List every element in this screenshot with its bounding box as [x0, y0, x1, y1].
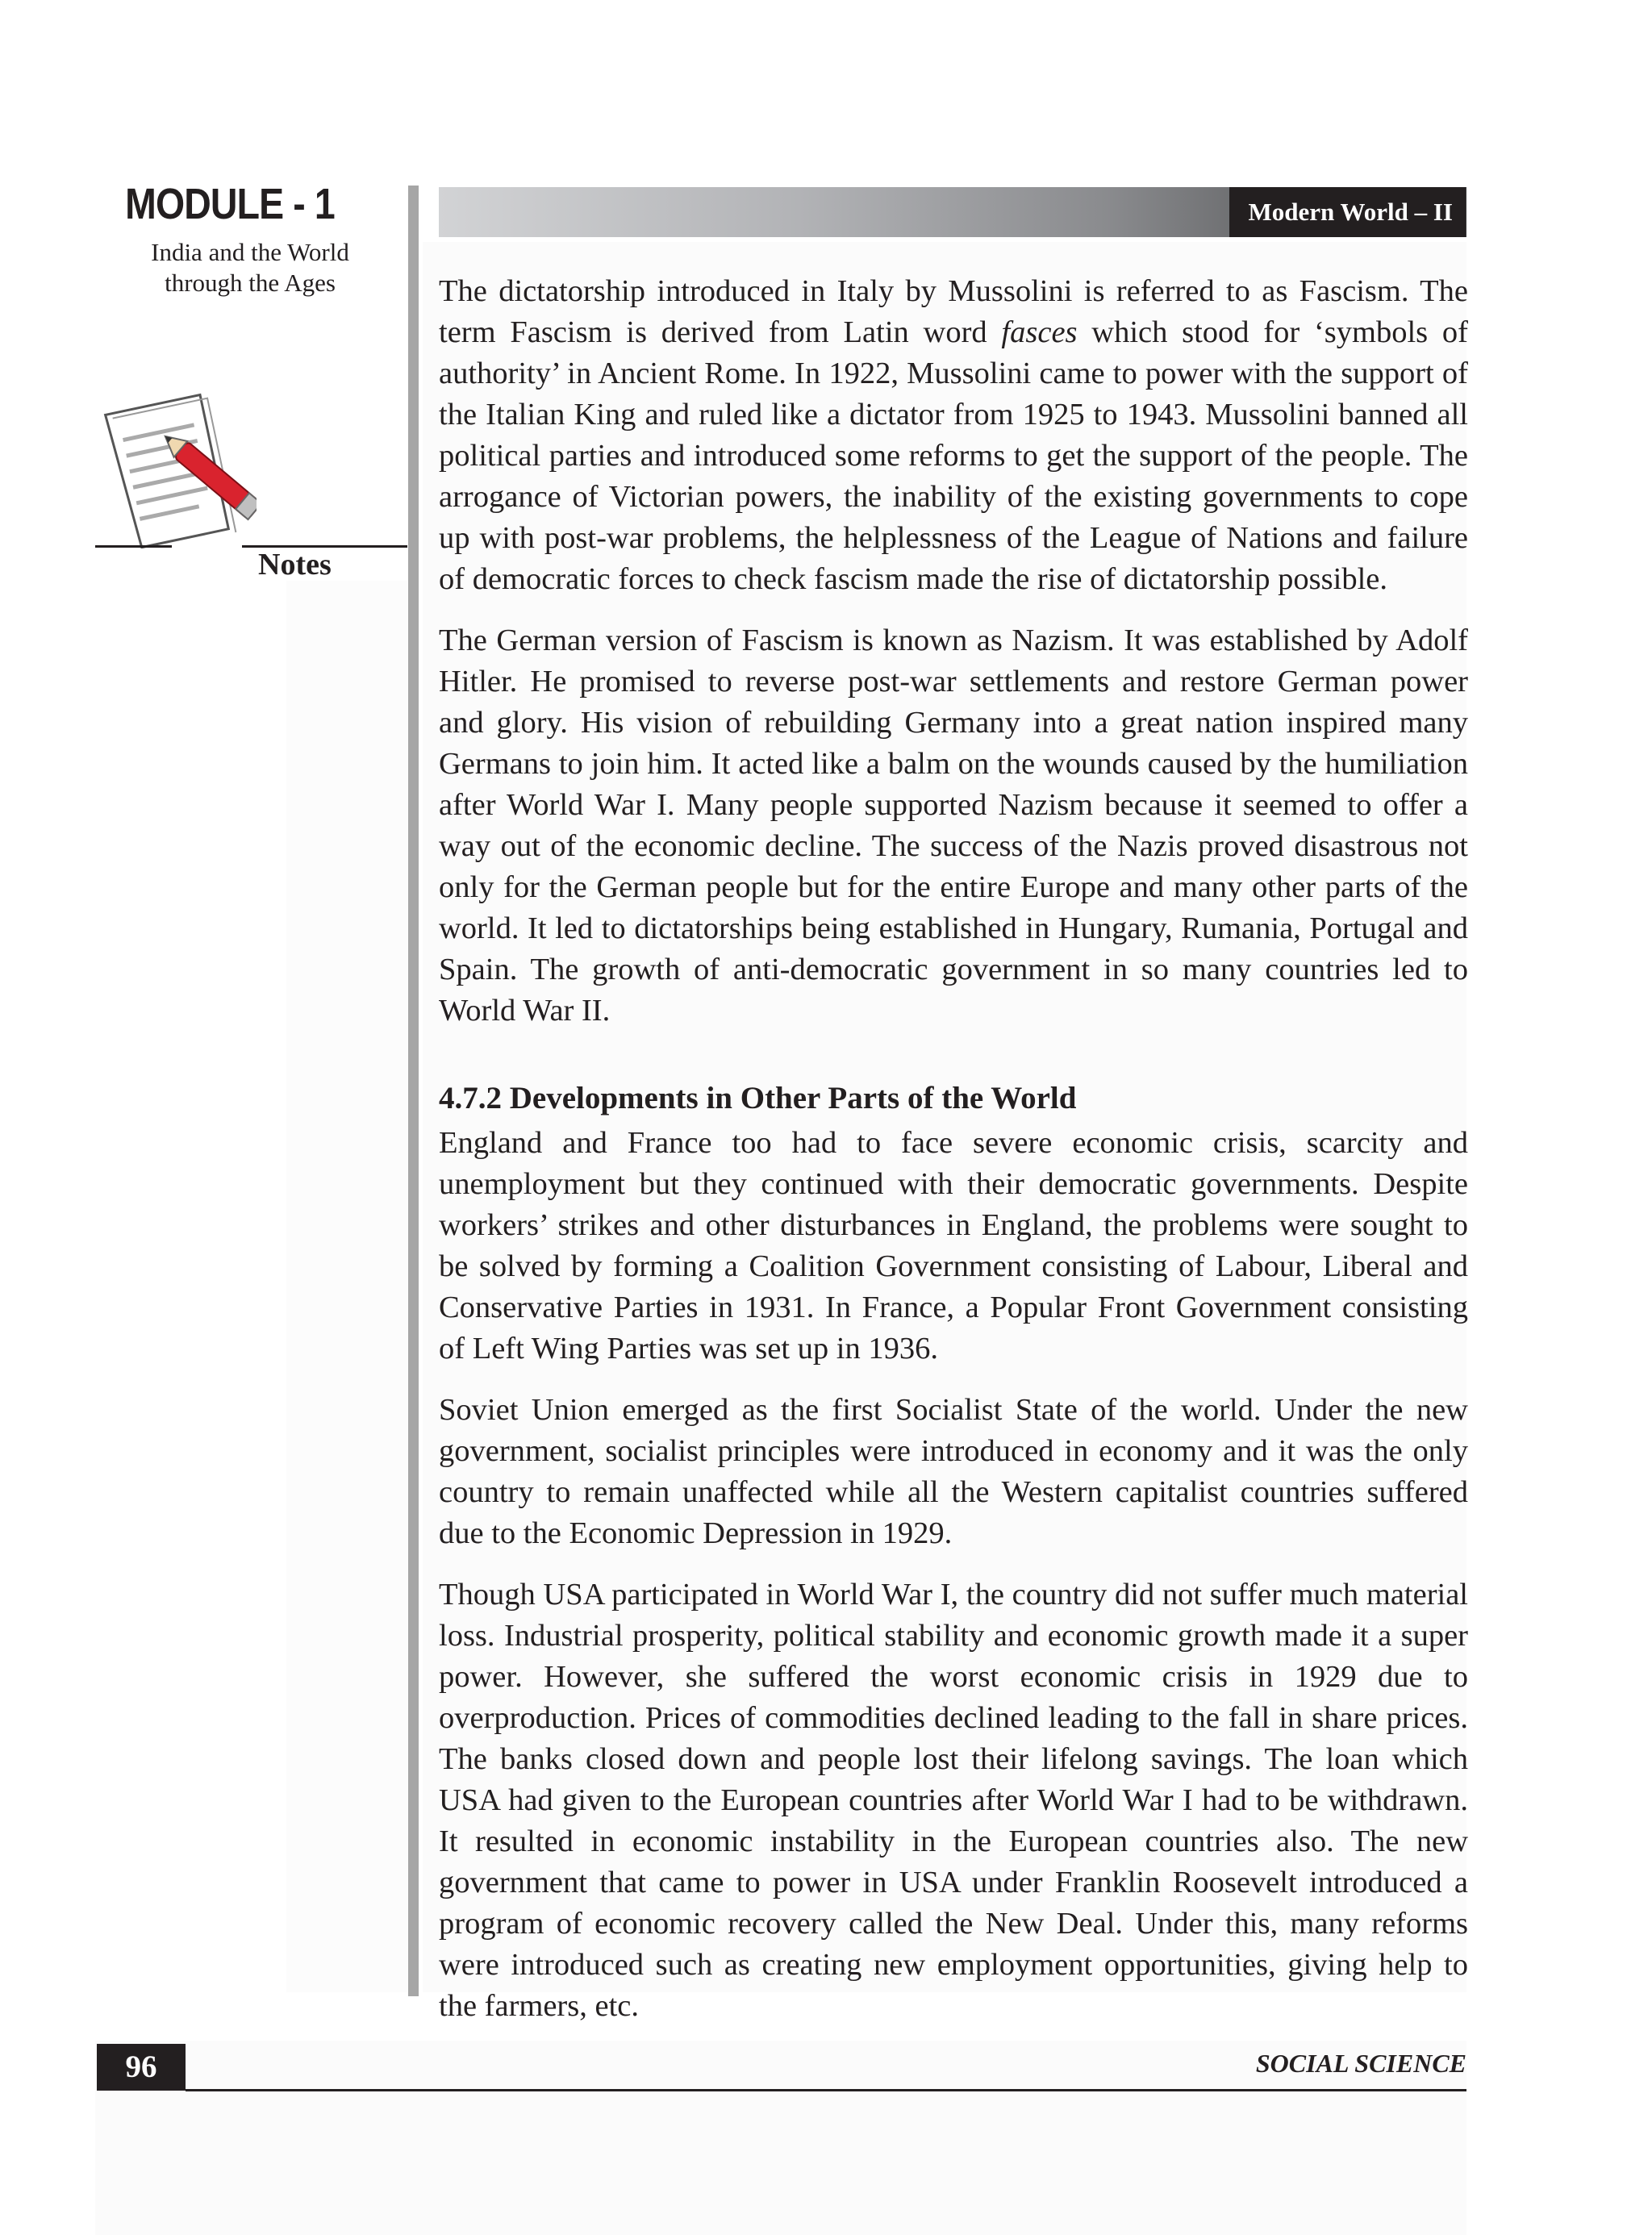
margin-divider-bar: [408, 186, 419, 1996]
main-content: [439, 271, 1468, 2047]
paragraph-fascism-text-b: which stood for ‘symbols of authority’ in Ancient Rome. In 1922, Mussolini came to power with the support of the Italian King and ruled like a dictator from 1925 to 1943. Mussolini banned all political parties and introduced some reforms to get the support of the people. The arrogance of Victorian powers, the inability of the existing governments to cope up with post-war problems, the helplessness of the League of Nations and failure of democratic forces to check fascism made the rise of dictatorship possible.: [439, 315, 1468, 596]
paragraph-fascism-text-a: The dictatorship introduced in Italy by Mussolini is referred to as Fascism. The term Fascism is derived from Latin word: [439, 274, 1468, 349]
footer-rule: [186, 2089, 1466, 2091]
chapter-header-bar: [439, 187, 1466, 237]
paragraph-soviet-union: Soviet Union emerged as the first Socialist State of the world. Under the new government, socialist principles were introduced in economy and it was the only country to remain unaffected while all the Western capitalist countries suffered due to the Economic Depression in 1929.: [439, 1393, 1468, 1550]
chapter-title: Modern World – II: [1229, 187, 1466, 237]
module-subtitle: [121, 237, 379, 298]
footer-subject: SOCIAL SCIENCE: [1255, 2049, 1466, 2078]
sidebar-background: [286, 581, 407, 1992]
module-subtitle-line1: India and the World: [151, 238, 349, 266]
notes-label: Notes: [258, 548, 332, 582]
paragraph-nazism: The German version of Fascism is known as Nazism. It was established by Adolf Hitler. He promised to reverse post-war settlements and restore German power and glory. His vision of rebuilding Germany into a great nation inspired many Germans to join him. It acted like a balm on the wounds caused by the humiliation after World War I. Many people supported Nazism because it seemed to offer a way out of the economic decline. The success of the Nazis proved disastrous not only for the German people but for the entire Europe and many other parts of the world. It led to dictatorships being established in Hungary, Rumania, Portugal and Spain. The growth of anti-democratic government in so many countries led to World War II.: [439, 623, 1468, 1028]
fasces-term: fasces: [1001, 315, 1078, 349]
notes-pencil-icon: [95, 387, 257, 548]
module-subtitle-line2: through the Ages: [165, 269, 336, 297]
module-title: MODULE - 1: [125, 180, 335, 228]
page-number: 96: [97, 2044, 186, 2091]
paragraph-fascism: [439, 271, 1468, 600]
paragraph-usa: Though USA participated in World War I, the country did not suffer much material loss. Industrial prosperity, political stability and economic growth made it a super power. However, she suffered the worst economic crisis in 1929 due to overproduction. Prices of commodities declined leading to the fall in share prices. The banks closed down and people lost their lifelong savings. The loan which USA had given to the European countries after World War I had to be withdrawn. It resulted in economic instability in the European countries also. The new government that came to power in USA under Franklin Roosevelt introduced a program of economic recovery called the New Deal. Under this, many reforms were introduced such as creating new employment opportunities, giving help to the farmers, etc.: [439, 1578, 1468, 2023]
paragraph-england-france: England and France too had to face severe economic crisis, scarcity and unemployment but they continued with their democratic governments. Despite workers’ strikes and other disturbances in England, the problems were sought to be solved by forming a Coalition Government consisting of Labour, Liberal and Conservative Parties in 1931. In France, a Popular Front Government consisting of Left Wing Parties was set up in 1936.: [439, 1126, 1468, 1366]
notes-rule-left: [95, 545, 172, 548]
section-heading: 4.7.2 Developments in Other Parts of the World: [439, 1081, 1077, 1115]
